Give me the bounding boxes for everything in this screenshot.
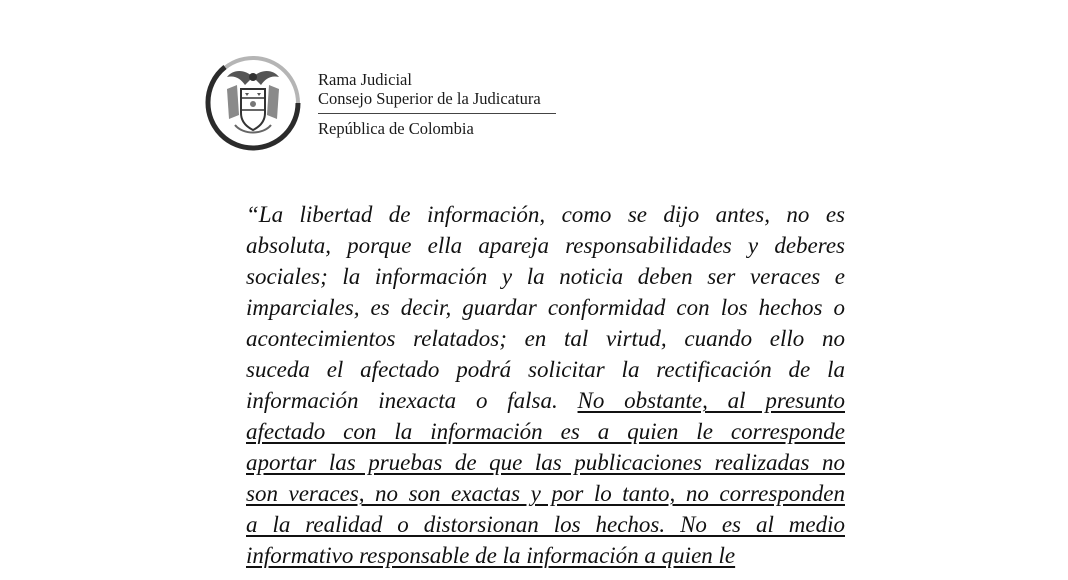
quote-line: absoluta, porque ella apareja responsabilidades y deberes	[246, 233, 845, 258]
header-text-block	[318, 70, 541, 108]
quote-text: información inexacta o falsa.	[246, 388, 578, 413]
header-consejo-superior: Consejo Superior de la Judicatura	[318, 89, 541, 108]
quote-line: acontecimientos relatados; en tal virtud, cuando ello no	[246, 326, 845, 351]
underlined-quote-line: afectado con la información es a quien le corresponde	[246, 419, 845, 444]
underlined-quote-line: aportar las pruebas de que las publicaciones realizadas no	[246, 450, 845, 475]
quote-line: sociales; la información y la noticia deben ser veraces e	[246, 264, 845, 289]
underlined-quote-line: a la realidad o distorsionan los hechos. No es al medio	[246, 512, 845, 537]
judicial-seal-logo	[205, 55, 301, 151]
quote-line: “La libertad de información, como se dijo antes, no es	[246, 202, 845, 227]
quote-line-mixed	[246, 385, 845, 416]
quote-line: suceda el afectado podrá solicitar la rectificación de la	[246, 357, 845, 382]
header-divider	[318, 113, 556, 114]
quote-line: imparciales, es decir, guardar conformidad con los hechos o	[246, 295, 845, 320]
quoted-paragraph	[246, 199, 845, 571]
underlined-quote-line: informativo responsable de la información a quien le	[246, 543, 736, 568]
underlined-quote-line: son veraces, no son exactas y por lo tanto, no corresponden	[246, 481, 845, 506]
header-rama-judicial: Rama Judicial	[318, 70, 412, 89]
header-republica: República de Colombia	[318, 119, 474, 138]
underlined-text: No obstante, al presunto	[577, 388, 845, 413]
